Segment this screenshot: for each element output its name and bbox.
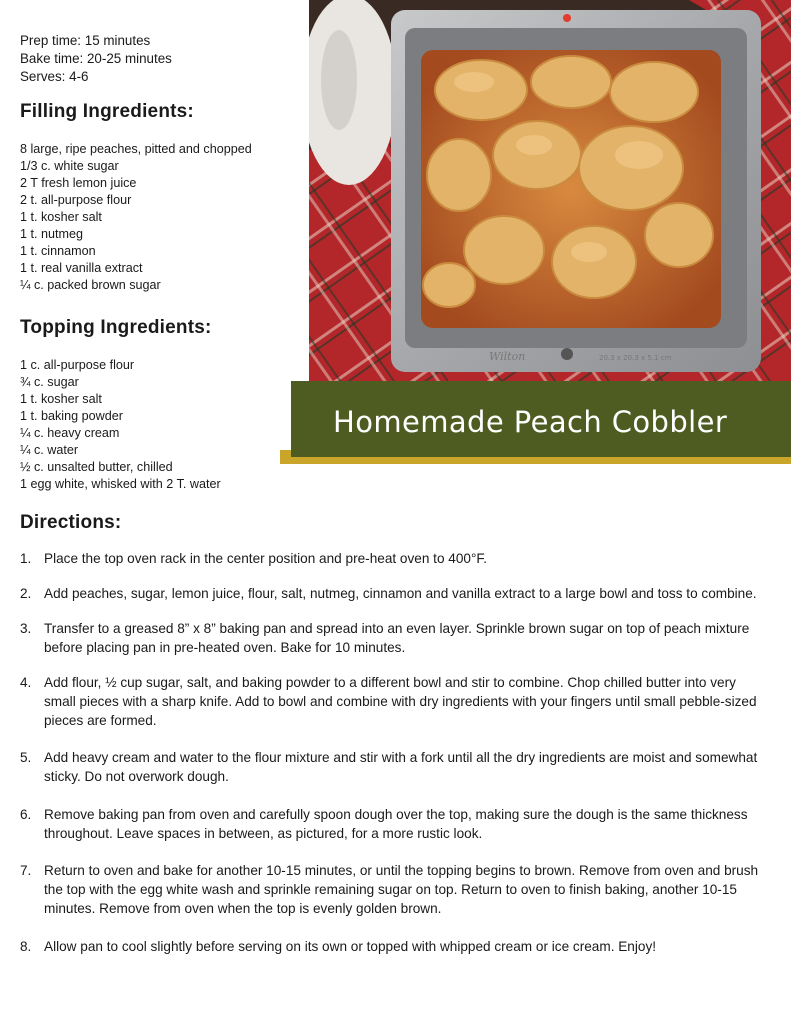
- list-item: 1 t. nutmeg: [20, 227, 84, 241]
- step-text: Place the top oven rack in the center position and pre-heat oven to 400°F.: [44, 551, 487, 566]
- directions-list: [20, 546, 760, 956]
- list-item: 1 t. baking powder: [20, 409, 123, 423]
- direction-step: [20, 937, 760, 956]
- list-item: 1/3 c. white sugar: [20, 159, 119, 173]
- step-text: Return to oven and bake for another 10-15 minutes, or until the topping begins to brown. Remove from oven and brush the top with the egg white wash and sprinkle remaining sugar on top. Return to oven to finish baking, another 10-15 minutes. Remove from oven when the top is evenly golden brown.: [44, 863, 759, 916]
- step-number: 5.: [20, 750, 32, 765]
- list-item: ¼ c. water: [20, 443, 79, 457]
- cobbler-photo: [309, 0, 791, 392]
- step-number: 2.: [20, 586, 32, 601]
- list-item: ½ c. unsalted butter, chilled: [20, 460, 173, 474]
- list-item: 8 large, ripe peaches, pitted and chopped: [20, 142, 252, 156]
- list-item: 1 t. cinnamon: [20, 244, 96, 258]
- pan-brand-text: Wilton: [489, 350, 526, 363]
- step-number: 6.: [20, 807, 32, 822]
- list-item: 1 t. kosher salt: [20, 210, 102, 224]
- topping-heading: Topping Ingredients:: [20, 317, 212, 338]
- title-banner: [291, 381, 791, 457]
- prep-time: Prep time: 15 minutes: [20, 33, 151, 48]
- list-item: 2 t. all-purpose flour: [20, 193, 132, 207]
- pan-size-text: 20.3 x 20.3 x 5.1 cm: [599, 354, 672, 362]
- list-item: 2 T fresh lemon juice: [20, 176, 137, 190]
- list-item: 1 egg white, whisked with 2 T. water: [20, 477, 221, 491]
- list-item: 1 t. kosher salt: [20, 392, 102, 406]
- direction-step: [20, 805, 760, 843]
- list-item: 1 c. all-purpose flour: [20, 358, 135, 372]
- list-item: ¼ c. packed brown sugar: [20, 278, 161, 292]
- direction-step: [20, 549, 760, 568]
- step-text: Remove baking pan from oven and carefully spoon dough over the top, making sure the dough is the same thickness throughout. Leave spaces in between, as pictured, for a more rustic look.: [44, 807, 748, 841]
- step-number: 4.: [20, 675, 32, 690]
- step-number: 1.: [20, 551, 32, 566]
- step-text: Allow pan to cool slightly before serving on its own or topped with whipped cream or ice cream. Enjoy!: [44, 939, 657, 954]
- topping-ingredient-list: [20, 357, 221, 493]
- list-item: 1 t. real vanilla extract: [20, 261, 143, 275]
- step-text: Add heavy cream and water to the flour mixture and stir with a fork until all the dry ingredients are moist and somewhat sticky. Do not overwork dough.: [44, 750, 758, 784]
- step-text: Add peaches, sugar, lemon juice, flour, salt, nutmeg, cinnamon and vanilla extract to a large bowl and toss to combine.: [44, 586, 757, 601]
- list-item: ¼ c. heavy cream: [20, 426, 120, 440]
- recipe-title: Homemade Peach Cobbler: [333, 405, 728, 439]
- filling-ingredient-list: [20, 141, 252, 294]
- filling-heading: Filling Ingredients:: [20, 101, 194, 122]
- serves: Serves: 4-6: [20, 69, 89, 84]
- directions-heading: Directions:: [20, 512, 122, 533]
- direction-step: [20, 861, 760, 918]
- direction-step: [20, 748, 760, 786]
- step-number: 7.: [20, 863, 32, 878]
- step-number: 8.: [20, 939, 32, 954]
- bake-time: Bake time: 20-25 minutes: [20, 51, 172, 66]
- step-number: 3.: [20, 621, 32, 636]
- step-text: Add flour, ½ cup sugar, salt, and baking powder to a different bowl and stir to combine. Chop chilled butter into very small pieces with a sharp knife. Add to bowl and combine with dry ingredients with your fingers until small pebble-sized pieces are formed.: [44, 675, 757, 728]
- cobbler-pan-illustration: [309, 0, 791, 392]
- step-text: Transfer to a greased 8” x 8” baking pan and spread into an even layer. Sprinkle brown sugar on top of peach mixture before placing pan in pre-heated oven. Bake for 10 minutes.: [44, 621, 750, 655]
- recipe-meta: [20, 32, 172, 86]
- list-item: ¾ c. sugar: [20, 375, 79, 389]
- direction-step: [20, 584, 760, 603]
- direction-step: [20, 673, 760, 730]
- direction-step: [20, 619, 760, 657]
